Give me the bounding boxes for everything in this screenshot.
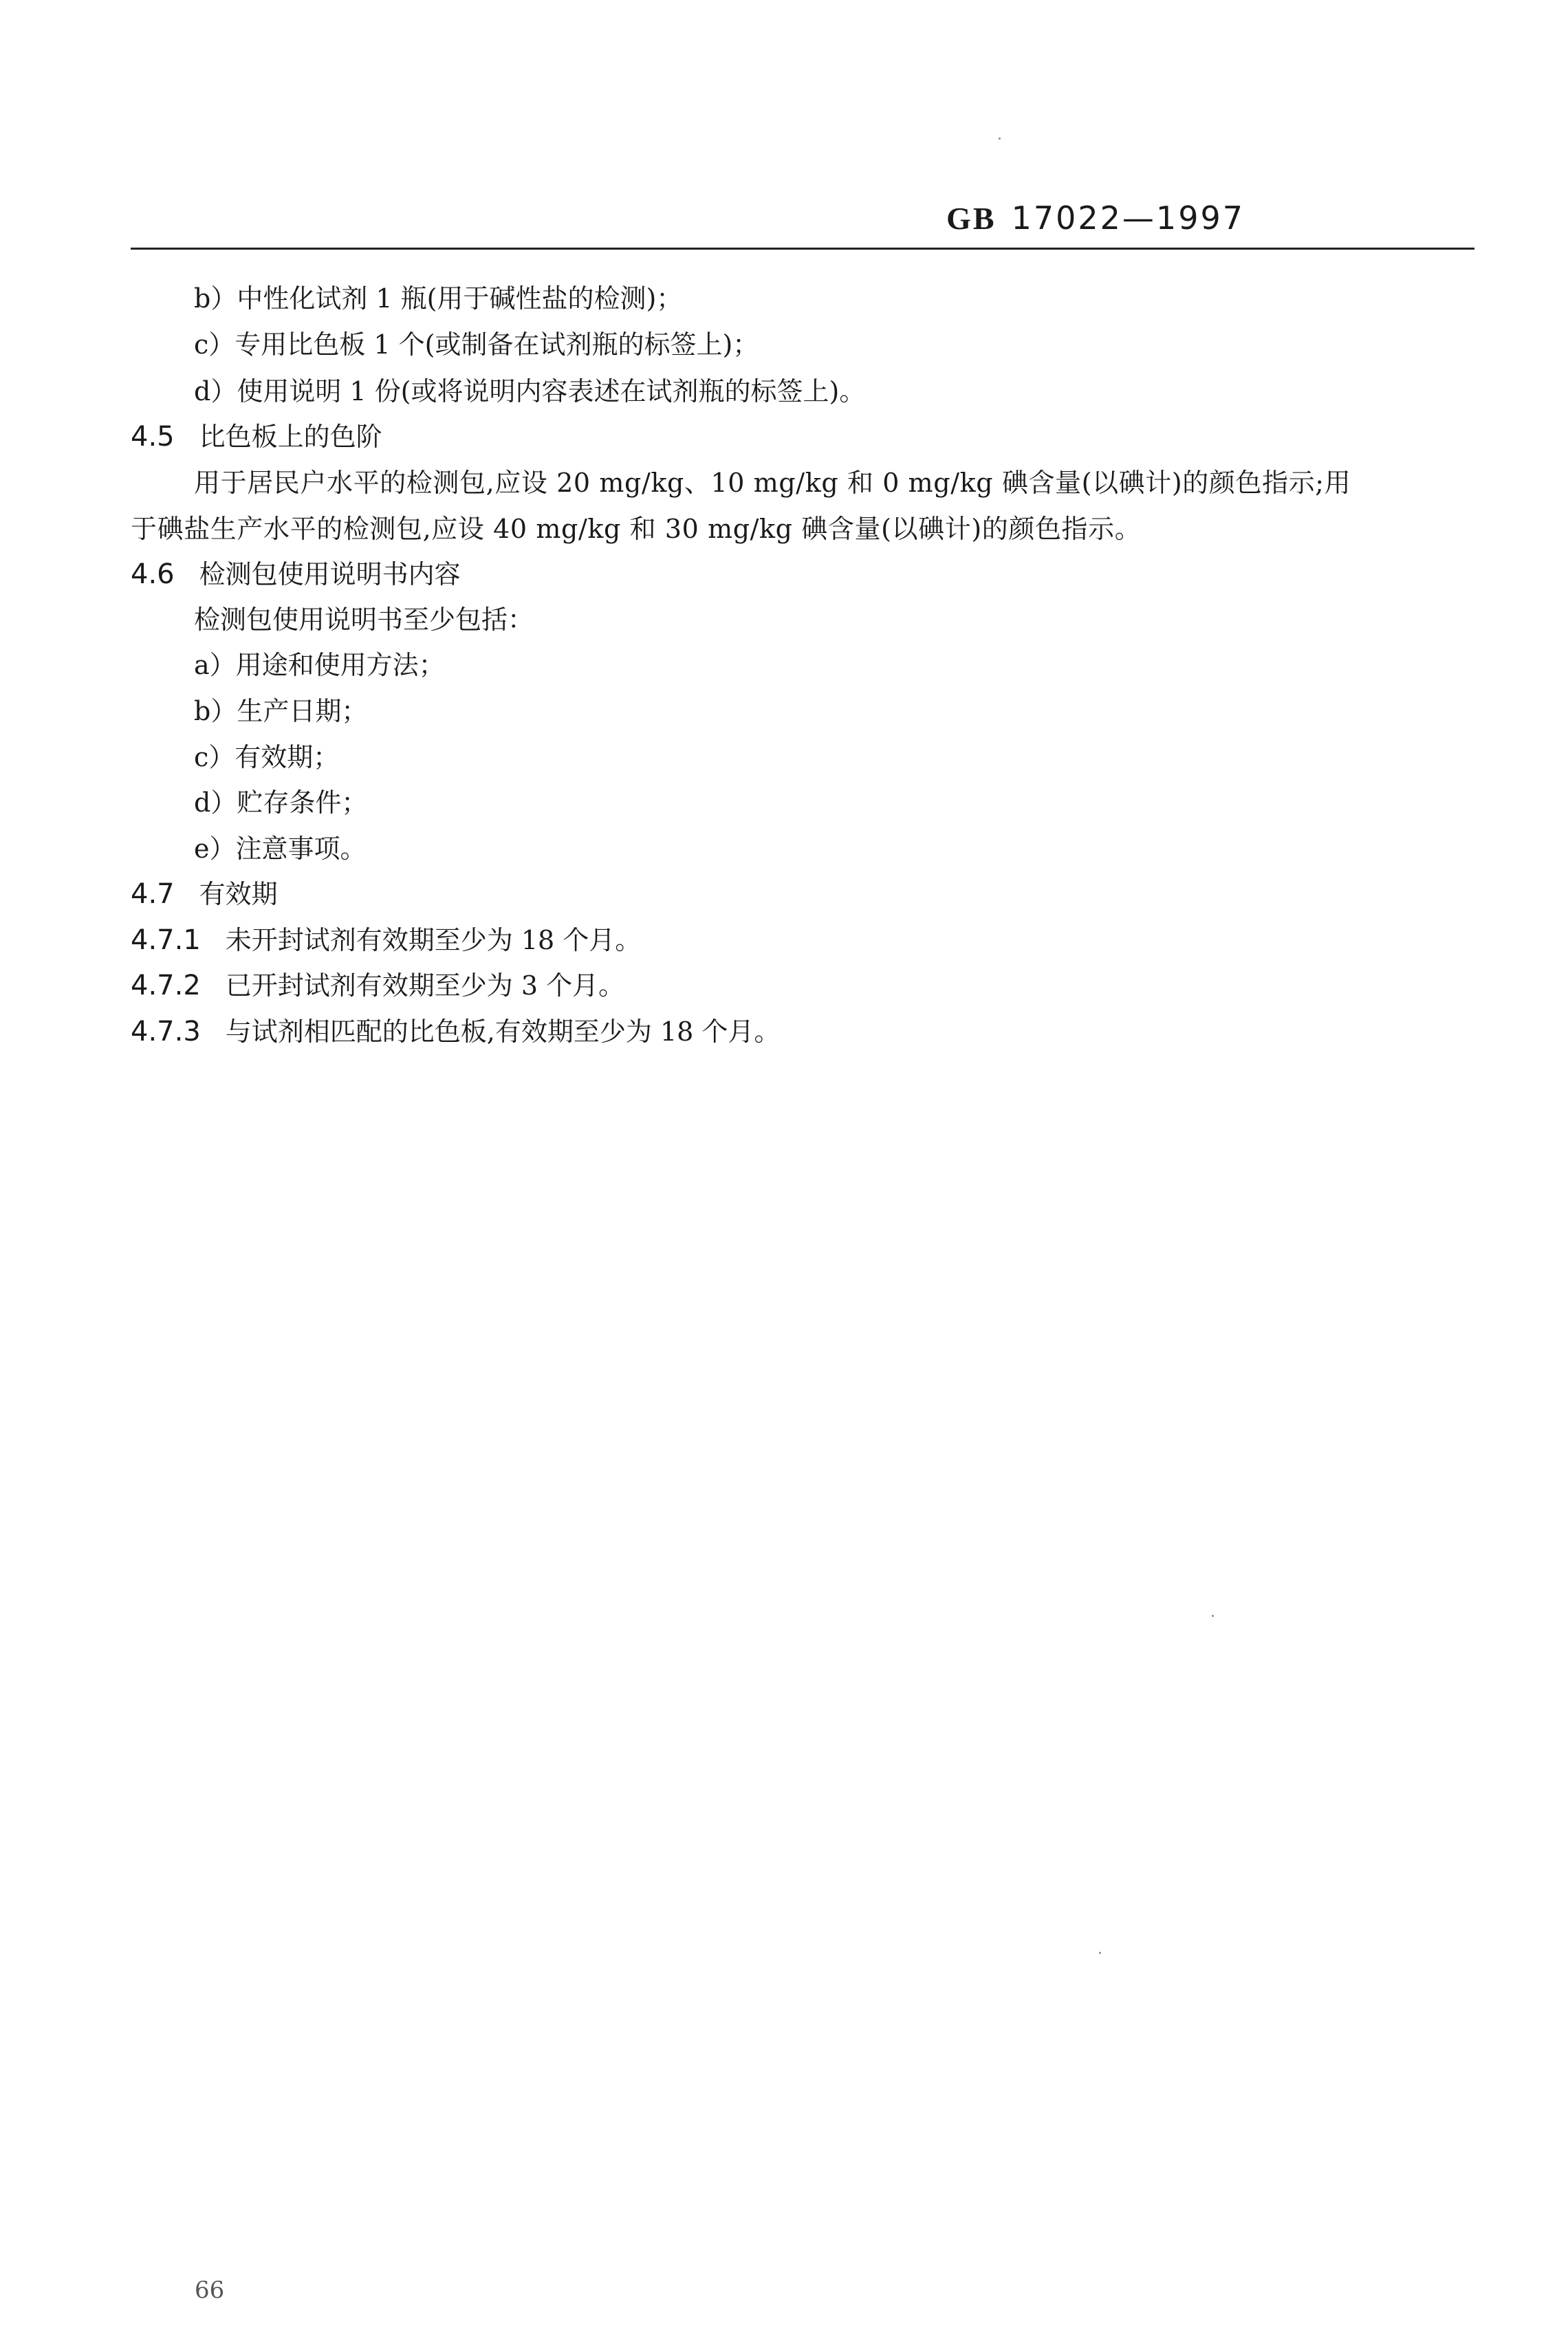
paragraph-line: 于碘盐生产水平的检测包,应设 40 mg/kg 和 30 mg/kg 碘含量(以碘计)的颜色指示。 <box>131 514 1142 544</box>
list-item: d）贮存条件； <box>194 787 368 818</box>
subsection-text: 未开封试剂有效期至少为 18 个月。 <box>225 925 642 955</box>
paragraph-line: 检测包使用说明书至少包括： <box>194 605 534 635</box>
section-heading-4-6 <box>131 558 461 590</box>
scan-speck <box>1099 1952 1101 1954</box>
scan-speck <box>999 138 1001 140</box>
list-item: d）使用说明 1 份(或将说明内容表述在试剂瓶的标签上)。 <box>194 376 866 406</box>
header-rule <box>131 248 1474 250</box>
subsection-number: 4.7.1 <box>131 924 201 956</box>
scan-speck <box>1212 1615 1214 1617</box>
page-number: 66 <box>195 2276 225 2304</box>
list-item: a）用途和使用方法； <box>194 650 445 680</box>
list-item: c）专用比色板 1 个(或制备在试剂瓶的标签上)； <box>194 329 759 360</box>
list-item: c）有效期； <box>194 742 340 772</box>
subsection-4-7-2 <box>131 972 624 999</box>
section-number: 4.7 <box>131 878 175 910</box>
section-heading-4-5 <box>131 421 382 453</box>
section-heading-4-7 <box>131 880 278 908</box>
subsection-4-7-1 <box>131 926 641 954</box>
subsection-text: 与试剂相匹配的比色板,有效期至少为 18 个月。 <box>225 1017 781 1047</box>
paragraph-line: 用于居民户水平的检测包,应设 20 mg/kg、10 mg/kg 和 0 mg/kg 碘含量(以碘计)的颜色指示;用 <box>194 468 1351 498</box>
section-title: 比色板上的色阶 <box>199 422 382 452</box>
subsection-number: 4.7.3 <box>131 1016 201 1047</box>
list-item: e）注意事项。 <box>194 834 367 864</box>
subsection-number: 4.7.2 <box>131 970 201 1001</box>
subsection-4-7-3 <box>131 1018 780 1045</box>
page-header <box>0 199 1245 237</box>
section-title: 有效期 <box>199 879 278 909</box>
list-item: b）中性化试剂 1 瓶(用于碱性盐的检测)； <box>194 283 683 314</box>
section-number: 4.6 <box>131 558 175 590</box>
standard-code: GB <box>946 201 997 236</box>
subsection-text: 已开封试剂有效期至少为 3 个月。 <box>225 970 625 1001</box>
standard-number: 17022—1997 <box>1011 199 1245 237</box>
section-title: 检测包使用说明书内容 <box>199 559 461 589</box>
section-number: 4.5 <box>131 421 175 453</box>
list-item: b）生产日期； <box>194 696 368 726</box>
